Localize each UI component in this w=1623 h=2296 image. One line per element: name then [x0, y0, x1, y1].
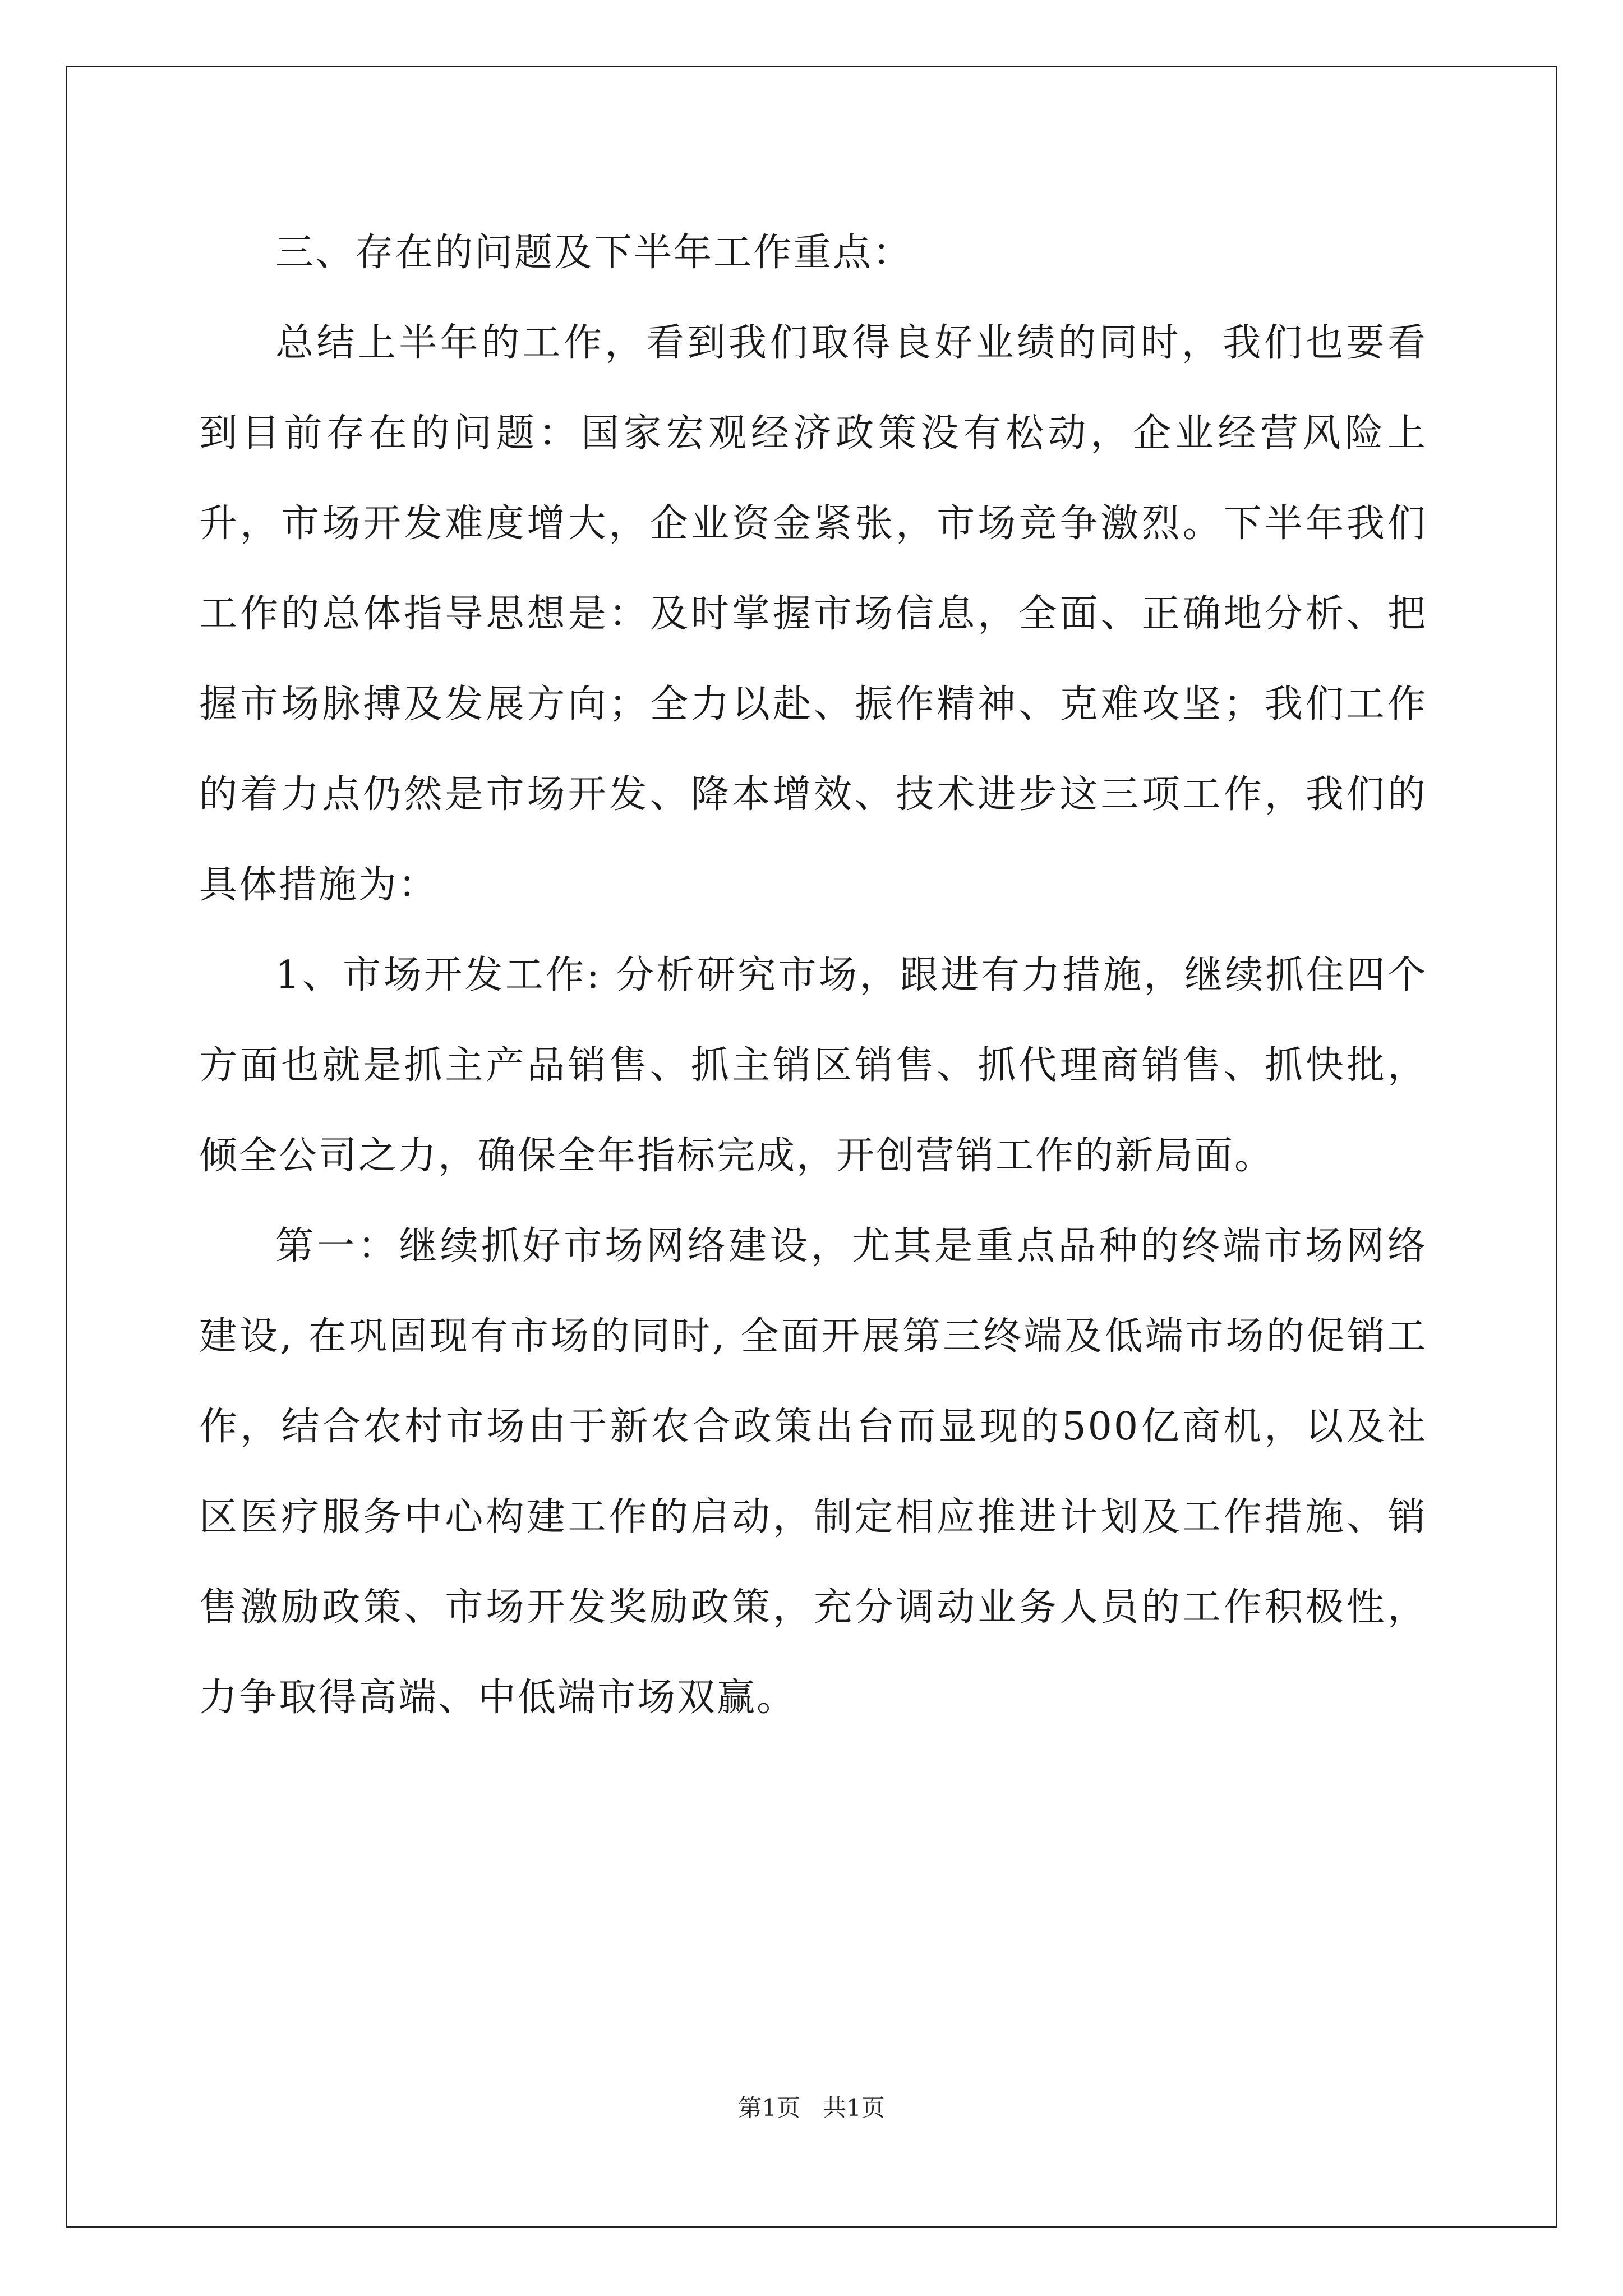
paragraph-market-development: 1、市场开发工作: 分析研究市场，跟进有力措施，继续抓住四个方面也就是抓主产品销售、抓主销区销售、抓代理商销售、抓快批，倾全公司之力，确保全年指标完成，开创营销工作的新局面。 [199, 953, 1427, 1178]
paragraph-first-measure: 第一：继续抓好市场网络建设，尤其是重点品种的终端市场网络建设, 在巩固现有市场的同时, 全面开展第三终端及低端市场的促销工作，结合农村市场由于新农合政策出台而显现的500亿商机，以及社区医疗服务中心构建工作的启动，制定相应推进计划及工作措施、销售激励政策、市场开发奖励政策，充分调动业务人员的工作积极性，力争取得高端、中低端市场双赢。 [199, 1224, 1427, 1720]
page-number: 第1页 [738, 2094, 800, 2122]
paragraph-summary: 总结上半年的工作，看到我们取得良好业绩的同时，我们也要看到目前存在的问题：国家宏观经济政策没有松动，企业经营风险上升，市场开发难度增大，企业资金紧张，市场竞争激烈。下半年我们工作的总体指导思想是：及时掌握市场信息，全面、正确地分析、把握市场脉搏及发展方向；全力以赴、振作精神、克难攻坚；我们工作的着力点仍然是市场开发、降本增效、技术进步这三项工作，我们的具体措施为： [199, 321, 1427, 907]
page-total: 共1页 [823, 2094, 885, 2122]
document-body [199, 208, 1427, 1743]
page-footer [0, 2091, 1623, 2125]
section-heading: 三、存在的问题及下半年工作重点： [275, 231, 913, 275]
